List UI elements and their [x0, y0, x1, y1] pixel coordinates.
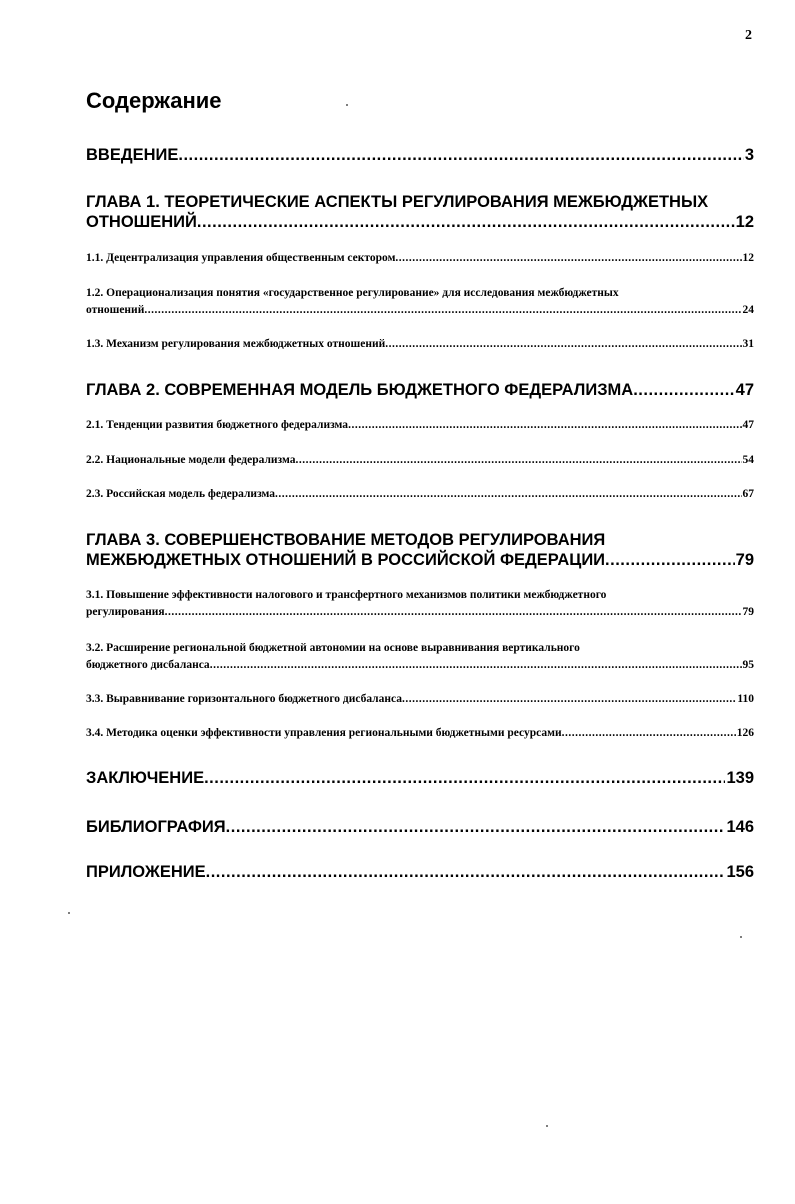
dot-leader	[206, 862, 726, 882]
toc-entry-chapter-3[interactable]	[86, 530, 754, 570]
toc-entry-label: ВВЕДЕНИЕ	[86, 146, 179, 164]
toc-entry-label: 2.3. Российская модель федерализма	[86, 488, 276, 500]
toc-entry-section-2-2[interactable]	[86, 452, 754, 469]
toc-page-number: 47	[742, 419, 754, 431]
toc-entry-label: ПРИЛОЖЕНИЕ	[86, 863, 206, 881]
toc-entry-section-1-1[interactable]	[86, 250, 754, 267]
toc-page-number: 126	[736, 727, 754, 739]
toc-page-number: 67	[742, 488, 754, 500]
dot-leader	[402, 691, 736, 708]
dot-leader	[178, 145, 743, 165]
scan-speck	[546, 1125, 548, 1127]
toc-entry-label: 1.3. Механизм регулирования межбюджетных отношений	[86, 338, 386, 350]
toc-page-number: 146	[726, 818, 754, 836]
toc-entry-label: 3.3. Выравнивание горизонтального бюджетного дисбаланса	[86, 693, 403, 705]
toc-entry-label: 3.2. Расширение региональной бюджетной автономии на основе выравнивания вертикального	[86, 642, 580, 654]
dot-leader	[605, 550, 735, 570]
toc-entry-section-2-3[interactable]	[86, 486, 754, 503]
toc-entry-label: ГЛАВА 2. СОВРЕМЕННАЯ МОДЕЛЬ БЮДЖЕТНОГО ФЕДЕРАЛИЗМА	[86, 381, 634, 399]
toc-entry-intro[interactable]	[86, 145, 754, 165]
toc-entry-chapter-1[interactable]	[86, 192, 754, 232]
toc-entry-label: 1.2. Операционализация понятия «государственное регулирование» для исследования межбюджетных	[86, 287, 619, 299]
toc-entry-label: ГЛАВА 1. ТЕОРЕТИЧЕСКИЕ АСПЕКТЫ РЕГУЛИРОВАНИЯ МЕЖБЮДЖЕТНЫХ	[86, 193, 709, 211]
toc-entry-conclusion[interactable]	[86, 768, 754, 788]
toc-page-number: 139	[726, 769, 754, 787]
toc-page-number: 79	[742, 606, 754, 618]
dot-leader	[197, 212, 735, 232]
toc-entry-label: 1.1. Децентрализация управления общественным сектором	[86, 252, 396, 264]
toc-page-number: 110	[737, 693, 754, 705]
dot-leader	[395, 250, 741, 267]
toc-entry-section-2-1[interactable]	[86, 417, 754, 434]
toc-entry-section-3-2[interactable]	[86, 640, 754, 674]
scan-speck	[740, 936, 742, 938]
toc-entry-section-1-2[interactable]	[86, 285, 754, 319]
scan-speck	[68, 912, 70, 914]
toc-page-number: 156	[726, 863, 754, 881]
toc-entry-section-3-3[interactable]	[86, 691, 754, 708]
dot-leader	[562, 725, 736, 742]
dot-leader	[204, 768, 725, 788]
toc-entry-label: ГЛАВА 3. СОВЕРШЕНСТВОВАНИЕ МЕТОДОВ РЕГУЛИРОВАНИЯ	[86, 531, 606, 549]
toc-entry-appendix[interactable]	[86, 862, 754, 882]
toc-page-number: 24	[742, 304, 754, 316]
toc-entry-label: 2.2. Национальные модели федерализма	[86, 454, 296, 466]
toc-entry-label: ЗАКЛЮЧЕНИЕ	[86, 769, 205, 787]
scan-speck	[346, 104, 348, 106]
toc-entry-chapter-2[interactable]	[86, 380, 754, 400]
toc-entry-section-1-3[interactable]	[86, 336, 754, 353]
dot-leader	[296, 452, 742, 469]
toc-page-number: 54	[742, 454, 754, 466]
page-title: Содержание	[86, 88, 222, 113]
toc-page-number: 3	[744, 146, 754, 164]
toc-entry-label-continued: отношений	[86, 304, 145, 316]
toc-page-number: 95	[742, 659, 754, 671]
toc-entry-label: 2.1. Тенденции развития бюджетного федерализма	[86, 419, 349, 431]
toc-entry-section-3-1[interactable]	[86, 587, 754, 621]
dot-leader	[275, 486, 741, 503]
toc-page-number: 12	[735, 213, 754, 231]
toc-page-number: 47	[735, 381, 754, 399]
dot-leader	[385, 336, 741, 353]
toc-entry-label-continued: МЕЖБЮДЖЕТНЫХ ОТНОШЕНИЙ В РОССИЙСКОЙ ФЕДЕРАЦИИ	[86, 551, 606, 569]
dot-leader	[165, 604, 742, 621]
dot-leader	[210, 657, 742, 674]
page-number: 2	[745, 28, 752, 43]
toc-entry-bibliography[interactable]	[86, 817, 754, 837]
dot-leader	[144, 302, 741, 319]
toc-entry-label: 3.4. Методика оценки эффективности управления региональными бюджетными ресурсами	[86, 727, 562, 739]
dot-leader	[633, 380, 734, 400]
toc-entry-label-continued: бюджетного дисбаланса	[86, 659, 210, 671]
toc-entry-label-continued: ОТНОШЕНИЙ	[86, 213, 197, 231]
toc-entry-label-continued: регулирования	[86, 606, 165, 618]
toc-page-number: 31	[742, 338, 754, 350]
dot-leader	[348, 417, 741, 434]
toc-entry-label: 3.1. Повышение эффективности налогового и трансфертного механизмов политики межбюджетного	[86, 589, 607, 601]
toc-entry-section-3-4[interactable]	[86, 725, 754, 742]
toc-entry-label: БИБЛИОГРАФИЯ	[86, 818, 226, 836]
dot-leader	[226, 817, 726, 837]
toc-page-number: 79	[735, 551, 754, 569]
toc-page-number: 12	[742, 252, 754, 264]
